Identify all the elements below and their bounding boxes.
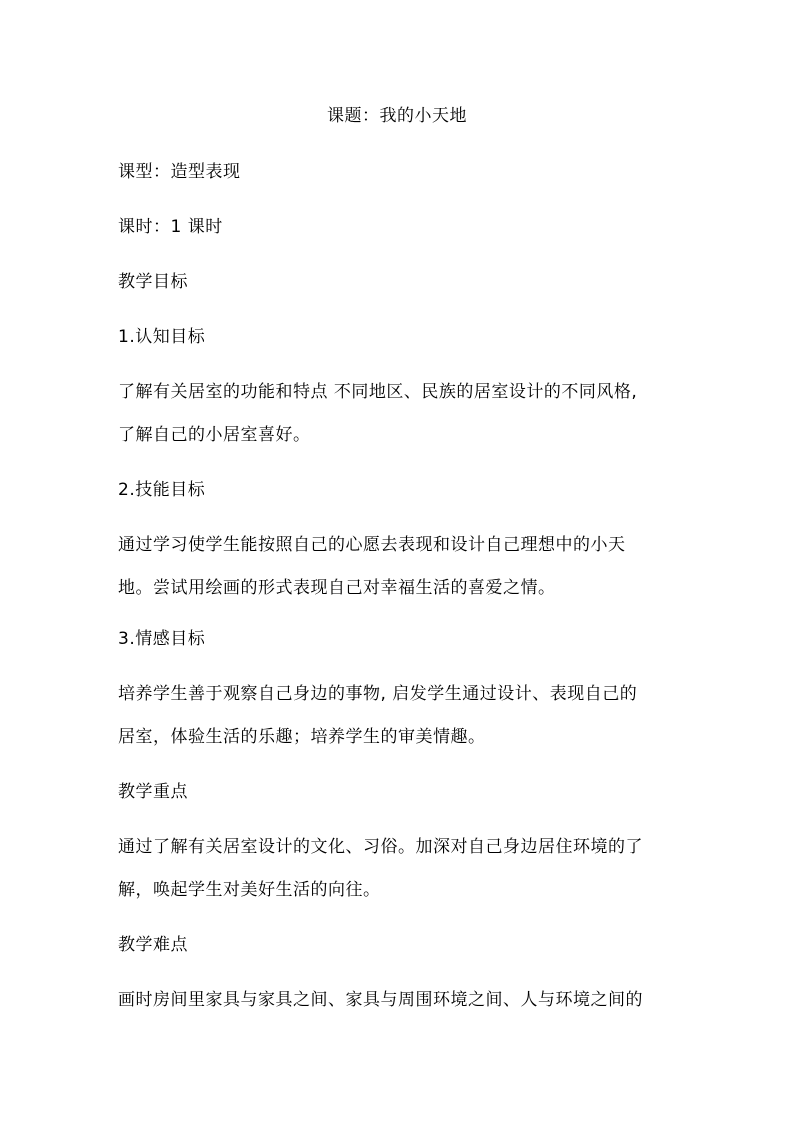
lesson-hours: 课时：1 课时 — [118, 217, 223, 237]
paragraph-line: 居室，体验生活的乐趣；培养学生的审美情趣。 — [118, 727, 486, 747]
paragraph-line: 培养学生善于观察自己身边的事物, 启发学生通过设计、表现自己的 — [118, 684, 638, 704]
key-points-paragraph — [118, 835, 683, 902]
objectives-heading: 教学目标 — [118, 272, 188, 292]
objective-1-paragraph — [118, 380, 683, 447]
paragraph-line: 通过了解有关居室设计的文化、习俗。加深对自己身边居住环境的了 — [118, 837, 643, 857]
paragraph-line: 通过学习使学生能按照自己的心愿去表现和设计自己理想中的小天 — [118, 535, 626, 555]
objective-3-paragraph — [118, 682, 683, 749]
objective-2-paragraph — [118, 533, 683, 600]
paragraph-line: 地。尝试用绘画的形式表现自己对幸福生活的喜爱之情。 — [118, 578, 556, 598]
objective-2-heading: 2.技能目标 — [118, 480, 206, 500]
objective-3-heading: 3.情感目标 — [118, 629, 206, 649]
difficulties-paragraph — [118, 988, 683, 1012]
paragraph-line: 画时房间里家具与家具之间、家具与周围环境之间、人与环境之间的 — [118, 990, 643, 1010]
lesson-title: 课题：我的小天地 — [327, 106, 467, 126]
objective-1-heading: 1.认知目标 — [118, 327, 206, 347]
paragraph-line: 了解自己的小居室喜好。 — [118, 425, 311, 445]
paragraph-line: 解，唤起学生对美好生活的向往。 — [118, 880, 381, 900]
lesson-type: 课型：造型表现 — [118, 162, 241, 182]
key-points-heading: 教学重点 — [118, 782, 188, 802]
paragraph-line: 了解有关居室的功能和特点 不同地区、民族的居室设计的不同风格, — [118, 382, 638, 402]
difficulties-heading: 教学难点 — [118, 935, 188, 955]
